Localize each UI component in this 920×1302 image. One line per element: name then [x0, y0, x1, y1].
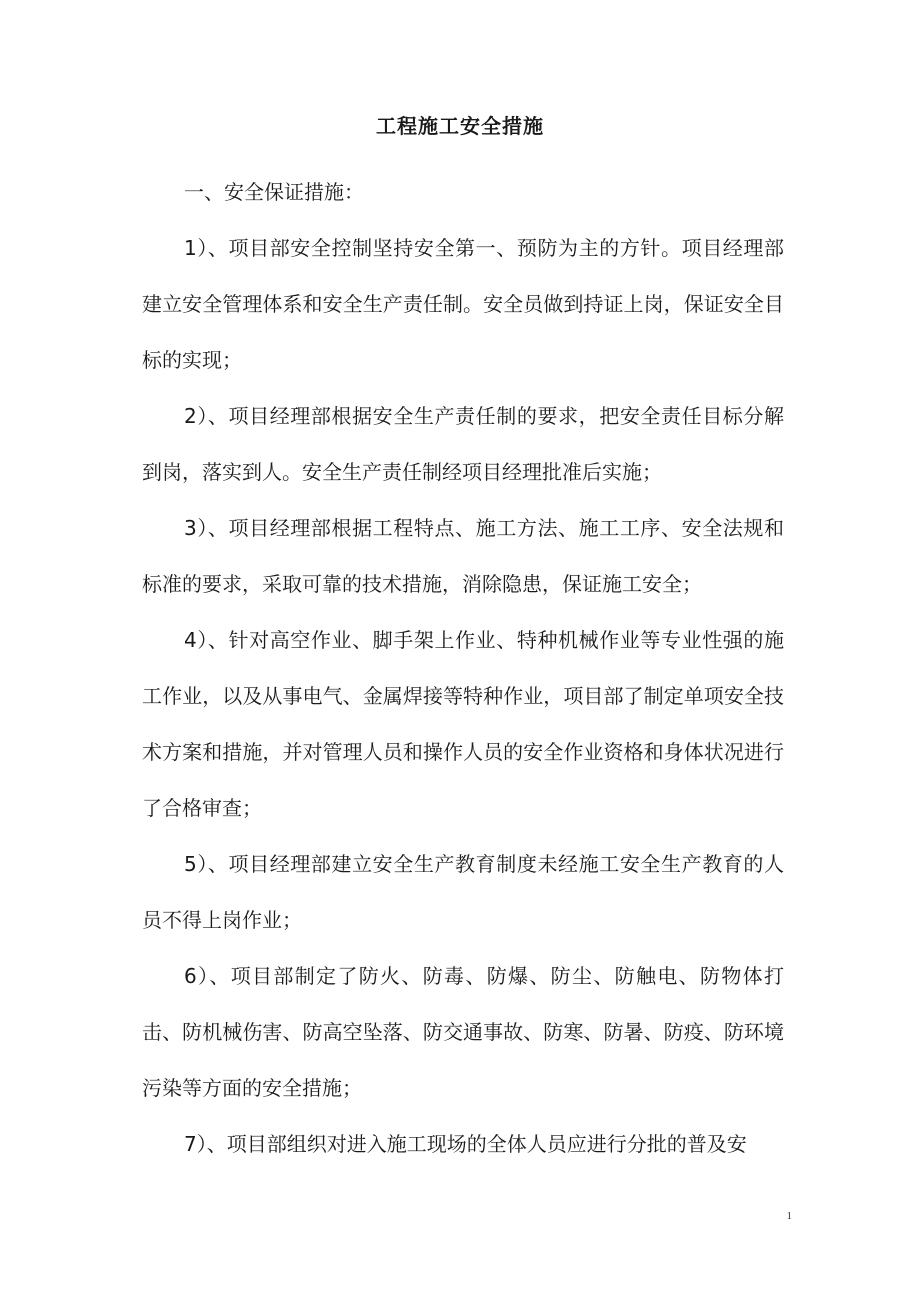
paragraph-5: 5）、项目经理部建立安全生产教育制度未经施工安全生产教育的人员不得上岗作业； — [142, 852, 784, 932]
section-heading: 一、安全保证措施： — [184, 180, 364, 204]
paragraph-3: 3）、项目经理部根据工程特点、施工方法、施工工序、安全法规和标准的要求，采取可靠的技术措施，消除隐患，保证施工安全； — [142, 516, 784, 596]
paragraph-6: 6）、项目部制定了防火、防毒、防爆、防尘、防触电、防物体打击、防机械伤害、防高空坠落、防交通事故、防寒、防暑、防疫、防环境污染等方面的安全措施； — [142, 964, 784, 1100]
document-title: 工程施工安全措施 — [376, 114, 544, 138]
document-body — [142, 164, 784, 1172]
paragraph-2: 2）、项目经理部根据安全生产责任制的要求，把安全责任目标分解到岗，落实到人。安全生产责任制经项目经理批准后实施； — [142, 404, 784, 484]
paragraph-1: 1）、项目部安全控制坚持安全第一、预防为主的方针。项目经理部建立安全管理体系和安全生产责任制。安全员做到持证上岗，保证安全目标的实现； — [142, 236, 784, 372]
paragraph-4: 4）、针对高空作业、脚手架上作业、特种机械作业等专业性强的施工作业，以及从事电气、金属焊接等特种作业，项目部了制定单项安全技术方案和措施，并对管理人员和操作人员的安全作业资格和身体状况进行了合格审查； — [142, 628, 784, 820]
paragraph-7: 7）、项目部组织对进入施工现场的全体人员应进行分批的普及安 — [184, 1132, 747, 1156]
page-number: 1 — [786, 1210, 792, 1222]
